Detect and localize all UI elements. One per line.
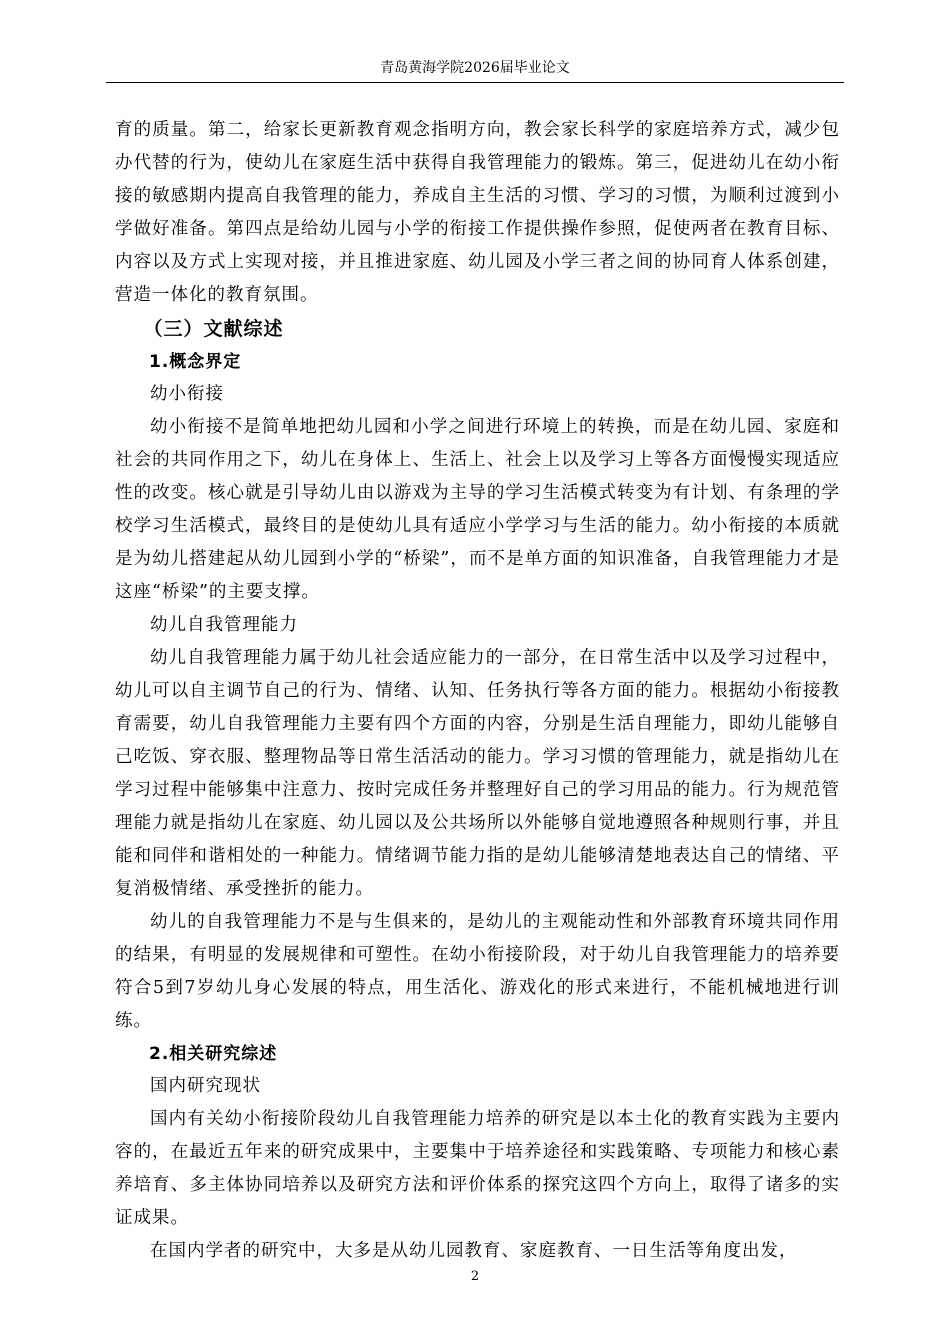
page-number: 2 <box>470 1269 480 1284</box>
page-header <box>106 58 844 83</box>
paragraph-self-management-definition: 幼儿自我管理能力属于幼儿社会适应能力的一部分，在日常生活中以及学习过程中，幼儿可以自主调节自己的行为、情绪、认知、任务执行等各方面的能力。根据幼小衔接教育需要，幼儿自我管理能力主要有四个方面的内容，分别是生活自理能力，即幼儿能够自己吃饭、穿衣服、整理物品等日常生活活动的能力。学习习惯的管理能力，就是指幼儿在学习过程中能够集中注意力、按时完成任务并整理好自己的学习用品的能力。行为规范管理能力就是指幼儿在家庭、幼儿园以及公共场所以外能够自觉地遵照各种规则行事，并且能和同伴和谐相处的一种能力。情绪调节能力指的是幼儿能够清楚地表达自己的情绪、平复消极情绪、承受挫折的能力。 <box>115 648 840 899</box>
paragraph-domestic-research-overview: 国内有关幼小衔接阶段幼儿自我管理能力培养的研究是以本土化的教育实践为主要内容的，在最近五年来的研究成果中，主要集中于培养途径和实践策略、专项能力和核心素养培育、多主体协同培养以及研究方法和评价体系的探究这四个方向上，取得了诸多的实证成果。 <box>115 1109 840 1228</box>
term-heading-self-management: 幼儿自我管理能力 <box>150 615 298 635</box>
document-body <box>115 114 840 1268</box>
paragraph-self-management-development: 幼儿的自我管理能力不是与生俱来的，是幼儿的主观能动性和外部教育环境共同作用的结果，有明显的发展规律和可塑性。在幼小衔接阶段，对于幼儿自我管理能力的培养要符合5到7岁幼儿身心发展的特点，用生活化、游戏化的形式来进行，不能机械地进行训练。 <box>115 912 840 1031</box>
paragraph-domestic-research-scholars: 在国内学者的研究中，大多是从幼儿园教育、家庭教育、一日生活等角度出发， <box>150 1241 798 1261</box>
section-heading-literature-review: （三）文献综述 <box>143 318 284 340</box>
term-heading-domestic-research: 国内研究现状 <box>150 1076 261 1096</box>
header-title: 青岛黄海学院2026届毕业论文 <box>380 60 570 76</box>
subsection-heading-research-review: 2.相关研究综述 <box>149 1044 278 1064</box>
term-heading-transition: 幼小衔接 <box>150 384 224 404</box>
paragraph-transition-definition: 幼小衔接不是简单地把幼儿园和小学之间进行环境上的转换，而是在幼儿园、家庭和社会的共同作用之下，幼儿在身体上、生活上、社会上以及学习上等各方面慢慢实现适应性的改变。核心就是引导幼儿由以游戏为主导的学习生活模式转变为有计划、有条理的学校学习生活模式，最终目的是使幼儿具有适应小学学习与生活的能力。幼小衔接的本质就是为幼儿搭建起从幼儿园到小学的“桥梁”，而不是单方面的知识准备，自我管理能力才是这座“桥梁”的主要支撑。 <box>115 417 840 602</box>
subsection-heading-concepts: 1.概念界定 <box>149 352 242 372</box>
paragraph-intro: 育的质量。第二，给家长更新教育观念指明方向，教会家长科学的家庭培养方式，减少包办代替的行为，使幼儿在家庭生活中获得自我管理能力的锻炼。第三，促进幼儿在幼小衔接的敏感期内提高自我管理的能力，养成自主生活的习惯、学习的习惯，为顺利过渡到小学做好准备。第四点是给幼儿园与小学的衔接工作提供操作参照，促使两者在教育目标、内容以及方式上实现对接，并且推进家庭、幼儿园及小学三者之间的协同育人体系创建，营造一体化的教育氛围。 <box>115 120 840 305</box>
